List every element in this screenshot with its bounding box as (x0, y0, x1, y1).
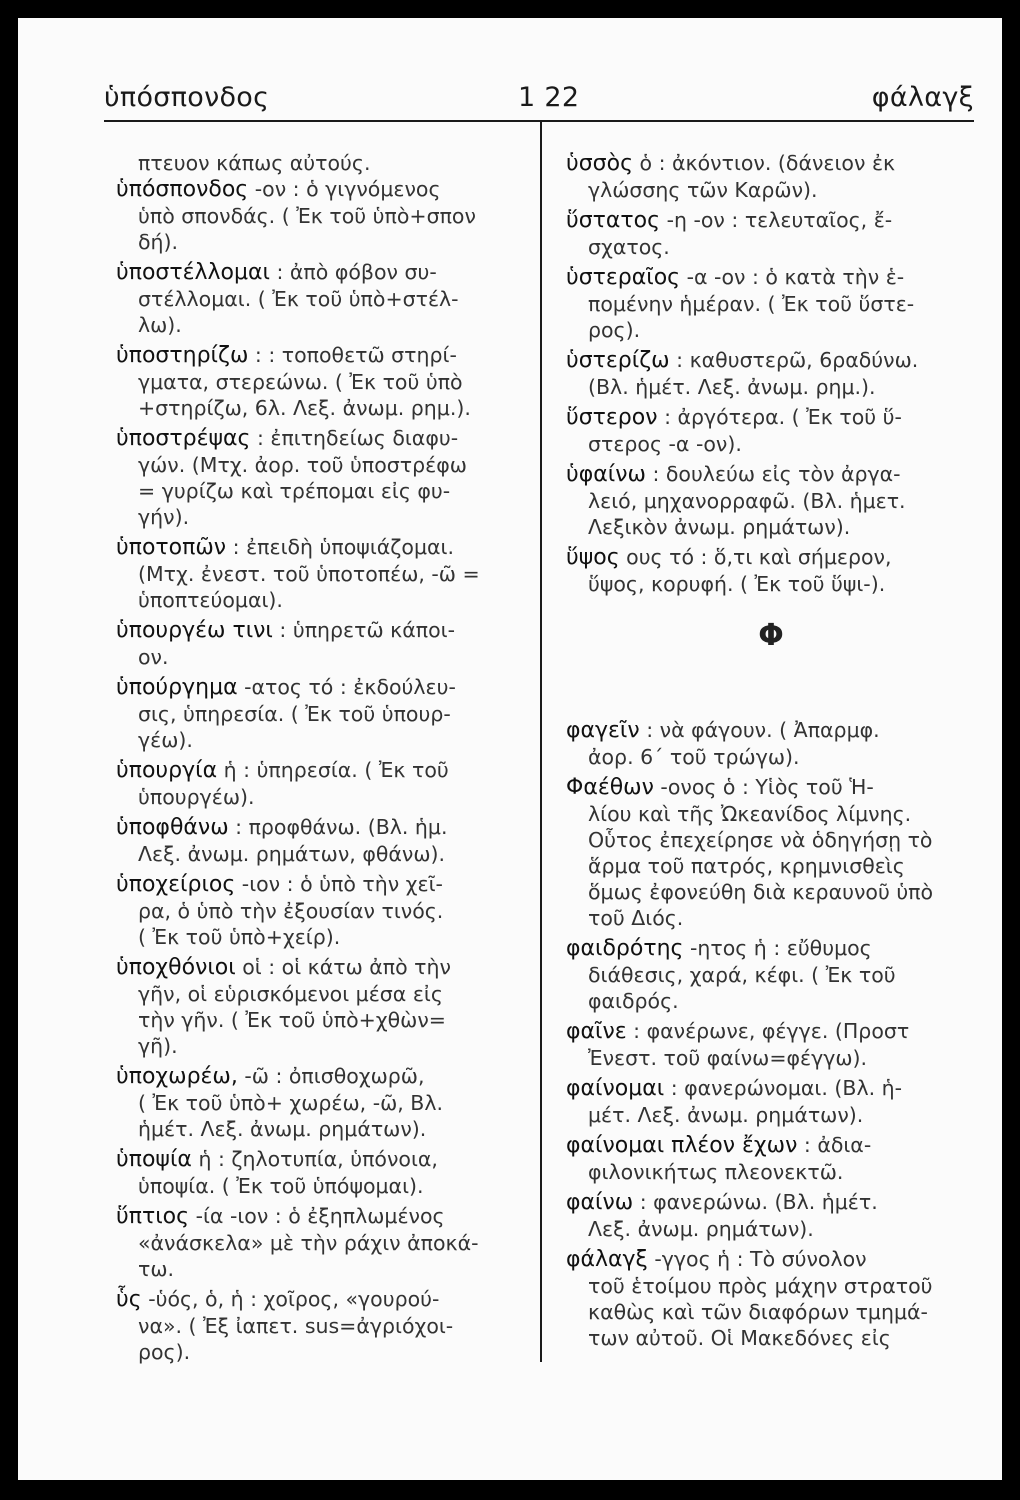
dictionary-entry (116, 1146, 521, 1199)
dictionary-entry (116, 342, 521, 421)
entry-definition-line: : ἀδια- (803, 1133, 872, 1157)
entry-definition-line: «ἀνάσκελα» μὲ τὴν ράχιν ἀποκά- (138, 1231, 479, 1255)
entry-definition-line: φαιδρός. (588, 989, 679, 1013)
entry-definition-line: γματα, στερεώνω. ( Ἐκ τοῦ ὑπὸ (138, 370, 463, 394)
dictionary-entry (116, 259, 521, 338)
entry-first-line (566, 404, 976, 431)
dictionary-entry (566, 461, 976, 540)
entry-headword: ὑποστηρίζω (116, 343, 249, 368)
entry-headword: ὑποστρέψας (116, 426, 251, 451)
entry-definition-line: : φανέρωνε, φέγγε. (Προστ (633, 1019, 910, 1043)
entry-definition-line: -ία -ιον : ὁ ἐξηπλωμένος (195, 1204, 445, 1228)
entry-definition-line: (Μτχ. ἐνεστ. τοῦ ὑποτοπέω, -ῶ = (138, 562, 480, 586)
page-number: 1 22 (518, 82, 580, 113)
entry-definition-line: ρος). (588, 318, 641, 342)
entry-definition-line: σχατος. (588, 235, 670, 259)
dictionary-entry (116, 674, 521, 753)
entry-headword: ὑστερίζω (566, 348, 670, 373)
entry-first-line (116, 425, 521, 452)
left-column (116, 150, 521, 1369)
entry-first-line (116, 954, 521, 981)
entry-definition-line: ὅμως ἐφονεύθη διὰ κεραυνοῦ ὑπὸ (588, 880, 934, 904)
entry-definition-line: φιλονικήτως πλεονεκτῶ. (588, 1160, 844, 1184)
dictionary-entry (116, 176, 521, 255)
entry-definition-line: : : τοποθετῶ στηρί- (254, 343, 457, 367)
entry-definition-line: γήν). (138, 505, 190, 529)
right-column (566, 150, 976, 1355)
entry-headword: φαίνομαι πλέον ἔχων (566, 1133, 798, 1158)
entry-definition-line: ὁ : ἀκόντιον. (δάνειον ἐκ (639, 151, 896, 175)
entry-first-line (116, 1146, 521, 1173)
entry-definition-line: : ἀργότερα. ( Ἐκ τοῦ ὕ- (664, 405, 902, 429)
entry-definition-line: γῆν, οἱ εὑρισκόμενοι μέσα εἰς (138, 982, 443, 1006)
entry-definition-line: : ὑπηρετῶ κάποι- (279, 618, 455, 642)
entry-definition-line: να». ( Ἐξ ἰαπετ. sus=ἀγριόχοι- (138, 1314, 454, 1338)
entry-first-line (116, 1286, 521, 1313)
entry-first-line (566, 774, 976, 801)
entry-headword: ὑποψία (116, 1147, 192, 1172)
dictionary-entry (116, 425, 521, 530)
entry-first-line (566, 264, 976, 291)
entry-spacer (566, 597, 976, 601)
dictionary-entry (116, 1286, 521, 1365)
entry-headword: ὕστερον (566, 405, 658, 430)
dictionary-entry (566, 1246, 976, 1351)
entry-definition-line: : φανερώνω. (Βλ. ἡμέτ. (639, 1190, 878, 1214)
entry-definition-line: -ῶ : ὀπισθοχωρῶ, (244, 1064, 425, 1088)
dictionary-entry (566, 544, 976, 597)
entry-definition-line: ἡ : ζηλοτυπία, ὑπόνοια, (198, 1147, 438, 1171)
dictionary-entry (566, 717, 976, 770)
entry-definition-line: : προφθάνω. (Βλ. ἡμ. (235, 815, 448, 839)
entry-first-line (116, 176, 521, 203)
entry-definition-line: -α -ον : ὁ κατὰ τὴν ἑ- (686, 265, 905, 289)
entry-headword: ὑποτοπῶν (116, 535, 227, 560)
entry-definition-line: ἡ : ὑπηρεσία. ( Ἐκ τοῦ (223, 758, 449, 782)
entry-definition-line: -ονος ὁ : Υἱὸς τοῦ Ἡ- (660, 775, 874, 799)
entry-first-line (116, 674, 521, 701)
entry-definition-line: σις, ὑπηρεσία. ( Ἐκ τοῦ ὑπουρ- (138, 702, 451, 726)
dictionary-entry (566, 264, 976, 343)
entry-definition-line: ον. (138, 645, 169, 669)
entry-definition-line: +στηρίζω, 6λ. Λεξ. ἀνωμ. ρημ.). (138, 396, 471, 420)
entry-headword: φαίνω (566, 1190, 634, 1215)
entry-definition-line: δή). (138, 230, 179, 254)
entry-definition-line: -γγος ἡ : Τὸ σύνολον (654, 1247, 867, 1271)
entry-headword: ὑφαίνω (566, 462, 646, 487)
entry-definition-line: τὴν γῆν. ( Ἐκ τοῦ ὑπὸ+χθὼν= (138, 1008, 446, 1032)
right-column-top-entries (566, 150, 976, 601)
entry-headword: ὗς (116, 1287, 142, 1312)
entry-headword: ὑποχωρέω, (116, 1064, 238, 1089)
entry-first-line (116, 1063, 521, 1090)
entry-headword: ὑπουργία (116, 758, 218, 783)
header-left-guideword: ὑπόσπονδος (104, 82, 270, 113)
entry-headword: φαίνομαι (566, 1076, 665, 1101)
entry-definition-line: : ἀπὸ φόβον συ- (276, 260, 437, 284)
entry-headword: φάλαγξ (566, 1247, 648, 1272)
entry-definition-line: -η -ον : τελευταῖος, ἔ- (666, 208, 893, 232)
entry-spacer (116, 1365, 521, 1369)
entry-definition-line: -ιον : ὁ ὑπὸ τὴν χεῖ- (241, 872, 443, 896)
entry-first-line (566, 717, 976, 744)
entry-definition-line: γέω). (138, 728, 193, 752)
dictionary-entry (566, 207, 976, 260)
entry-definition-line: γών. (Μτχ. ἀορ. τοῦ ὑποστρέφω (138, 453, 467, 477)
entry-definition-line: στέλλομαι. ( Ἐκ τοῦ ὑπὸ+στέλ- (138, 287, 459, 311)
entry-definition-line: : καθυστερῶ, 6ραδύνω. (676, 348, 919, 372)
entry-first-line (566, 1189, 976, 1216)
entry-definition-line: = γυρίζω καὶ τρέπομαι εἰς φυ- (138, 479, 451, 503)
entry-headword: ὑπόσπονδος (116, 177, 249, 202)
dictionary-entry (116, 814, 521, 867)
entry-headword: ὑστεραῖος (566, 265, 681, 290)
header-right-guideword: φάλαγξ (871, 82, 974, 113)
entry-definition-line: : δουλεύω εἰς τὸν ἀργα- (652, 462, 901, 486)
entry-definition-line: ρος). (138, 1340, 191, 1364)
entry-definition-line: στερος -α -ον). (588, 432, 742, 456)
entry-definition-line: Λεξικὸν ἀνωμ. ρημάτων). (588, 515, 851, 539)
entry-headword: Φαέθων (566, 775, 654, 800)
dictionary-entry (566, 347, 976, 400)
entry-first-line (566, 461, 976, 488)
entry-first-line (566, 935, 976, 962)
dictionary-entry (566, 150, 976, 203)
entry-first-line (566, 1246, 976, 1273)
entry-definition-line: των αὐτοῦ. Οἱ Μακεδόνες εἰς (588, 1326, 891, 1350)
entry-definition-line: λειό, μηχανορραφῶ. (Βλ. ἡμετ. (588, 489, 906, 513)
entry-definition-line: λίου καὶ τῆς Ὠκεανίδος λίμνης. (588, 802, 912, 826)
entry-definition-line: πομένην ἡμέραν. ( Ἐκ τοῦ ὕστε- (588, 292, 915, 316)
entry-first-line (566, 544, 976, 571)
dictionary-entry (116, 617, 521, 670)
entry-spacer (566, 1351, 976, 1355)
entry-definition-line: ρα, ὁ ὑπὸ τὴν ἐξουσίαν τινός. (138, 899, 444, 923)
entry-definition-line: -ὑός, ὁ, ἡ : χοῖρος, «γουρού- (148, 1287, 440, 1311)
dictionary-entry (566, 1132, 976, 1185)
dictionary-entry (116, 534, 521, 613)
entry-first-line (116, 871, 521, 898)
entry-headword: ὑποφθάνω (116, 815, 229, 840)
entry-first-line (116, 1203, 521, 1230)
entry-definition-line: λω). (138, 313, 182, 337)
entry-first-line (116, 259, 521, 286)
entry-headword: ὑπουργέω τινι (116, 618, 273, 643)
dictionary-entry (566, 935, 976, 1014)
column-divider (540, 122, 542, 1362)
entry-definition-line: Λεξ. ἀνωμ. ρημάτων). (588, 1217, 814, 1241)
entry-definition-line: ( Ἐκ τοῦ ὑπὸ+ χωρέω, -ῶ, Βλ. (138, 1091, 443, 1115)
right-column-bottom-entries (566, 717, 976, 1355)
entry-definition-line: ους τό : ὅ,τι καὶ σήμερον, (626, 545, 892, 569)
entry-definition-line: τοῦ Διός. (588, 906, 684, 930)
entry-headword: ὑποστέλλομαι (116, 260, 270, 285)
dictionary-entry (566, 1189, 976, 1242)
entry-definition-line: ὕψος, κορυφή. ( Ἐκ τοῦ ὕψι-). (588, 572, 886, 596)
dictionary-entry (566, 774, 976, 931)
dictionary-entry (566, 1075, 976, 1128)
entry-definition-line: ( Ἐκ τοῦ ὑπὸ+χείρ). (138, 925, 341, 949)
dictionary-entry (566, 404, 976, 457)
dictionary-entry (116, 871, 521, 950)
entry-definition-line: μέτ. Λεξ. ἀνωμ. ρημάτων). (588, 1103, 864, 1127)
dictionary-entry (566, 1018, 976, 1071)
entry-definition-line: τω. (138, 1257, 175, 1281)
entry-definition-line: καθὼς καὶ τῶν διαφόρων τμημά- (588, 1300, 928, 1324)
entry-first-line (116, 342, 521, 369)
entry-first-line (566, 1132, 976, 1159)
entry-first-line (116, 757, 521, 784)
entry-definition-line: Λεξ. ἀνωμ. ρημάτων, φθάνω). (138, 842, 446, 866)
entry-definition-line: ὑποψία. ( Ἐκ τοῦ ὑπόψομαι). (138, 1174, 424, 1198)
dictionary-page (18, 18, 1002, 1480)
entry-definition-line: ὑποπτεύομαι). (138, 588, 283, 612)
entry-definition-line: γλώσσης τῶν Καρῶν). (588, 178, 818, 202)
entry-headword: ὕστατος (566, 208, 661, 233)
entry-headword: ὕπτιος (116, 1204, 190, 1229)
entry-first-line (116, 534, 521, 561)
entry-definition-line: γῆ). (138, 1034, 178, 1058)
entry-definition-line: τοῦ ἑτοίμου πρὸς μάχην στρατοῦ (588, 1274, 933, 1298)
section-spacer (566, 649, 976, 717)
entry-definition-line: ἅρμα τοῦ πατρός, κρημνισθεὶς (588, 854, 905, 878)
entry-headword: ὑπούργημα (116, 675, 238, 700)
continuation-text: πτευον κάπως αὐτούς. (138, 151, 371, 175)
entry-definition-line: (Βλ. ἡμέτ. Λεξ. ἀνωμ. ρημ.). (588, 375, 876, 399)
entry-headword: φαῖνε (566, 1019, 627, 1044)
section-letter-phi: Φ (758, 618, 784, 653)
entry-definition-line: ὑπὸ σπονδάς. ( Ἐκ τοῦ ὑπὸ+σπον (138, 204, 476, 228)
entry-first-line (566, 150, 976, 177)
entry-definition-line: -ητος ἡ : εὔθυμος (689, 936, 872, 960)
entry-definition-line: διάθεσις, χαρά, κέφι. ( Ἐκ τοῦ (588, 963, 896, 987)
entry-first-line (116, 617, 521, 644)
entry-definition-line: -ατος τό : ἐκδούλευ- (244, 675, 456, 699)
entry-definition-line: Ἐνεστ. τοῦ φαίνω=φέγγω). (588, 1046, 868, 1070)
entry-definition-line: ἀορ. 6΄ τοῦ τρώγω). (588, 745, 800, 769)
entry-headword: ὕψος (566, 545, 620, 570)
entry-definition-line: Οὗτος ἐπεχείρησε νὰ ὁδηγήσῃ τὸ (588, 828, 933, 852)
entry-first-line (566, 347, 976, 374)
dictionary-entry (116, 954, 521, 1059)
entry-definition-line: : νὰ φάγουν. ( Ἀπαρμφ. (646, 718, 880, 742)
entry-headword: ὑσσὸς (566, 151, 633, 176)
entry-definition-line: : ἐπιτηδείως διαφυ- (256, 426, 459, 450)
dictionary-entry (116, 757, 521, 810)
entry-first-line (566, 207, 976, 234)
entry-definition-line: ὑπουργέω). (138, 785, 255, 809)
header-rule (104, 120, 974, 122)
entry-definition-line: -ον : ὁ γιγνόμενος (254, 177, 441, 201)
entry-definition-line: ἡμέτ. Λεξ. ἀνωμ. ρημάτων). (138, 1117, 427, 1141)
entry-first-line (566, 1075, 976, 1102)
dictionary-entry (116, 1063, 521, 1142)
entry-definition-line: : ἐπειδὴ ὑποψιάζομαι. (232, 535, 454, 559)
entry-first-line (116, 814, 521, 841)
entry-definition-line: : φανερώνομαι. (Βλ. ἡ- (670, 1076, 902, 1100)
dictionary-entry (116, 1203, 521, 1282)
entry-first-line (566, 1018, 976, 1045)
entry-headword: ὑποχείριος (116, 872, 236, 897)
entry-definition-line: οἱ : οἱ κάτω ἀπὸ τὴν (242, 955, 451, 979)
entry-headword: φαγεῖν (566, 718, 640, 743)
entry-headword: φαιδρότης (566, 936, 684, 961)
entry-headword: ὑποχθόνιοι (116, 955, 236, 980)
